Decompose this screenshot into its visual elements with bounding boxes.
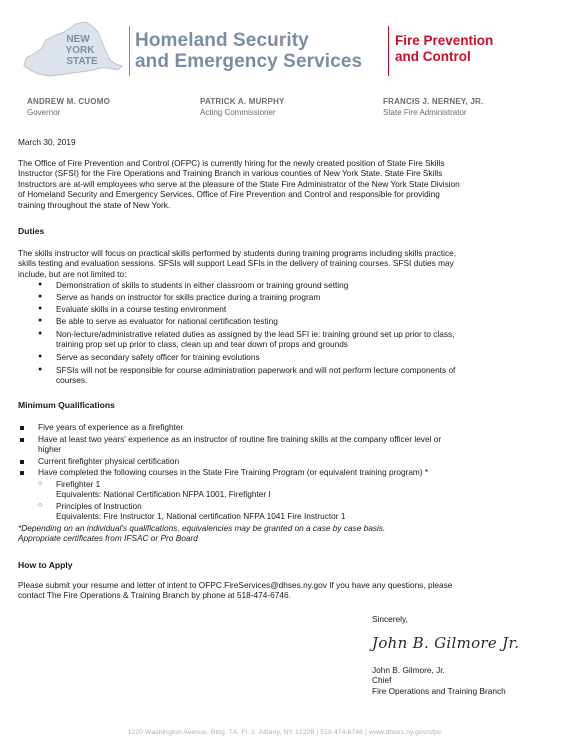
intro-line: Instructors are at-will employees who serve at the pleasure of the State Fire Administrator of the New York State Division xyxy=(18,178,460,189)
duty-text: Non-lecture/administrative related duties as assigned by the lead SFI ie: training ground set up prior to class, xyxy=(56,329,455,339)
official-title: Governor xyxy=(27,108,61,117)
course-equivalents: Equivalents: Fire Instructor 1, National certification NFPA 1041 Fire Instructor 1 xyxy=(56,511,346,522)
signature-block xyxy=(372,665,506,696)
logo-text-york: YORK xyxy=(65,45,95,56)
square-bullet-icon xyxy=(20,456,24,466)
qualification-text: Have completed the following courses in the State Fire Training Program (or equivalent training program) * xyxy=(38,467,429,477)
intro-line: The Office of Fire Prevention and Control (OFPC) is currently hiring for the newly created position of State Fire Skills xyxy=(18,158,445,168)
intro-line: of Homeland Security and Emergency Services, Office of Fire Prevention and Control and responsible for providing xyxy=(18,189,440,200)
intro-line: training throughout the state of New York. xyxy=(18,199,171,210)
course-name: Firefighter 1 xyxy=(56,479,101,489)
new-york-state-logo xyxy=(20,18,130,80)
bullet-icon: ● xyxy=(38,366,43,373)
qualification-note: *Depending on an individual's qualifications, equivalencies may be granted on a case by case basis. xyxy=(18,523,386,533)
official-name: PATRICK A. MURPHY xyxy=(200,97,285,106)
square-bullet-icon xyxy=(20,467,24,477)
bullet-icon: ● xyxy=(38,330,43,337)
bullet-icon: ● xyxy=(38,305,43,312)
agency-divider xyxy=(129,26,130,76)
bullet-icon: ● xyxy=(38,353,43,360)
official-governor xyxy=(27,96,110,118)
signer-title: Chief xyxy=(372,675,392,686)
qualification-text: Have at least two years' experience as an instructor of routine fire training skills at the company officer level or xyxy=(38,434,442,444)
intro-paragraph xyxy=(18,158,460,210)
duty-text: SFSIs will not be responsible for course administration paperwork and will not perform lecture components of xyxy=(56,365,456,375)
bullet-icon: ○ xyxy=(38,480,43,487)
duties-heading: Duties xyxy=(18,226,45,236)
bullet-icon: ● xyxy=(38,293,43,300)
official-title: State Fire Administrator xyxy=(383,108,467,117)
duty-text: Demonstration of skills to students in either classroom or training ground setting xyxy=(56,280,349,290)
office-name-line-2: and Control xyxy=(395,49,471,64)
bullet-icon: ○ xyxy=(38,502,43,509)
qualification-note: Appropriate certificates from IFSAC or Pro Board xyxy=(18,533,198,544)
apply-heading: How to Apply xyxy=(18,560,73,570)
bullet-icon: ● xyxy=(38,281,43,288)
course-name: Principles of Instruction xyxy=(56,501,142,511)
qualification-notes xyxy=(18,523,385,544)
square-bullet-icon xyxy=(20,434,24,444)
duties-intro xyxy=(18,248,456,279)
agency-name xyxy=(135,30,362,72)
duty-text-continued: training prop set up prior to class, clean up and tear down of props and grounds xyxy=(56,339,348,350)
office-name xyxy=(395,33,493,65)
duty-text-continued: courses. xyxy=(56,375,88,386)
duty-text: Be able to serve as evaluator for national certification testing xyxy=(56,316,278,326)
duty-text: Evaluate skills in a course testing environment xyxy=(56,304,227,314)
square-bullet-icon xyxy=(20,422,24,432)
signer-name: John B. Gilmore, Jr. xyxy=(372,665,445,675)
agency-name-line-2: and Emergency Services xyxy=(135,51,363,72)
official-title: Acting Commissioner xyxy=(200,108,276,117)
apply-paragraph xyxy=(18,580,452,601)
qualifications-heading: Minimum Qualifications xyxy=(18,400,115,410)
official-commissioner xyxy=(200,96,285,118)
office-divider xyxy=(388,26,389,76)
office-name-line-1: Fire Prevention xyxy=(395,33,494,48)
qualification-text-continued: higher xyxy=(38,444,62,455)
duties-intro-line: include, but are not limited to: xyxy=(18,268,127,279)
qualification-text: Current firefighter physical certification xyxy=(38,456,180,466)
official-name: FRANCIS J. NERNEY, JR. xyxy=(383,97,484,106)
logo-text-state: STATE xyxy=(66,56,98,67)
agency-name-line-1: Homeland Security xyxy=(135,30,309,51)
duty-text: Serve as hands on instructor for skills practice during a training program xyxy=(56,292,321,302)
logo-text-new: NEW xyxy=(66,34,90,45)
letter-date: March 30, 2019 xyxy=(18,137,76,147)
official-name: ANDREW M. CUOMO xyxy=(27,97,110,106)
duties-intro-line: The skills instructor will focus on practical skills performed by students during training programs including skills practice, xyxy=(18,248,457,258)
salutation: Sincerely, xyxy=(372,614,408,624)
bullet-icon: ● xyxy=(38,317,43,324)
official-fire-administrator xyxy=(383,96,483,118)
apply-line: contact The Fire Operations & Training Branch by phone at 518-474-6746. xyxy=(18,590,291,601)
intro-line: Instructor (SFSI) for the Fire Operations and Training Branch in various counties of New York State. State Fire Skills xyxy=(18,168,443,179)
signer-unit: Fire Operations and Training Branch xyxy=(372,685,506,696)
course-equivalents: Equivalents: National Certification NFPA 1001, Firefighter I xyxy=(56,489,271,500)
qualification-text: Five years of experience as a firefighter xyxy=(38,422,184,432)
signature: John B. Gilmore Jr. xyxy=(372,634,520,652)
duties-intro-line: skills testing and evaluation sessions. SFSIs will support Lead SFIs in the delivery of training courses. SFSI duties may xyxy=(18,258,454,269)
apply-line: Please submit your resume and letter of intent to OFPC.FireServices@dhses.ny.gov If you have any questions, please xyxy=(18,580,453,590)
letterhead-footer: 1220 Washington Avenue, Bldg. 7A, Fl. 2, Albany, NY 12226 | 518.474.6746 | www.dhses.ny.gov/ofpc xyxy=(127,729,442,736)
duty-text: Serve as secondary safety officer for training evolutions xyxy=(56,352,260,362)
